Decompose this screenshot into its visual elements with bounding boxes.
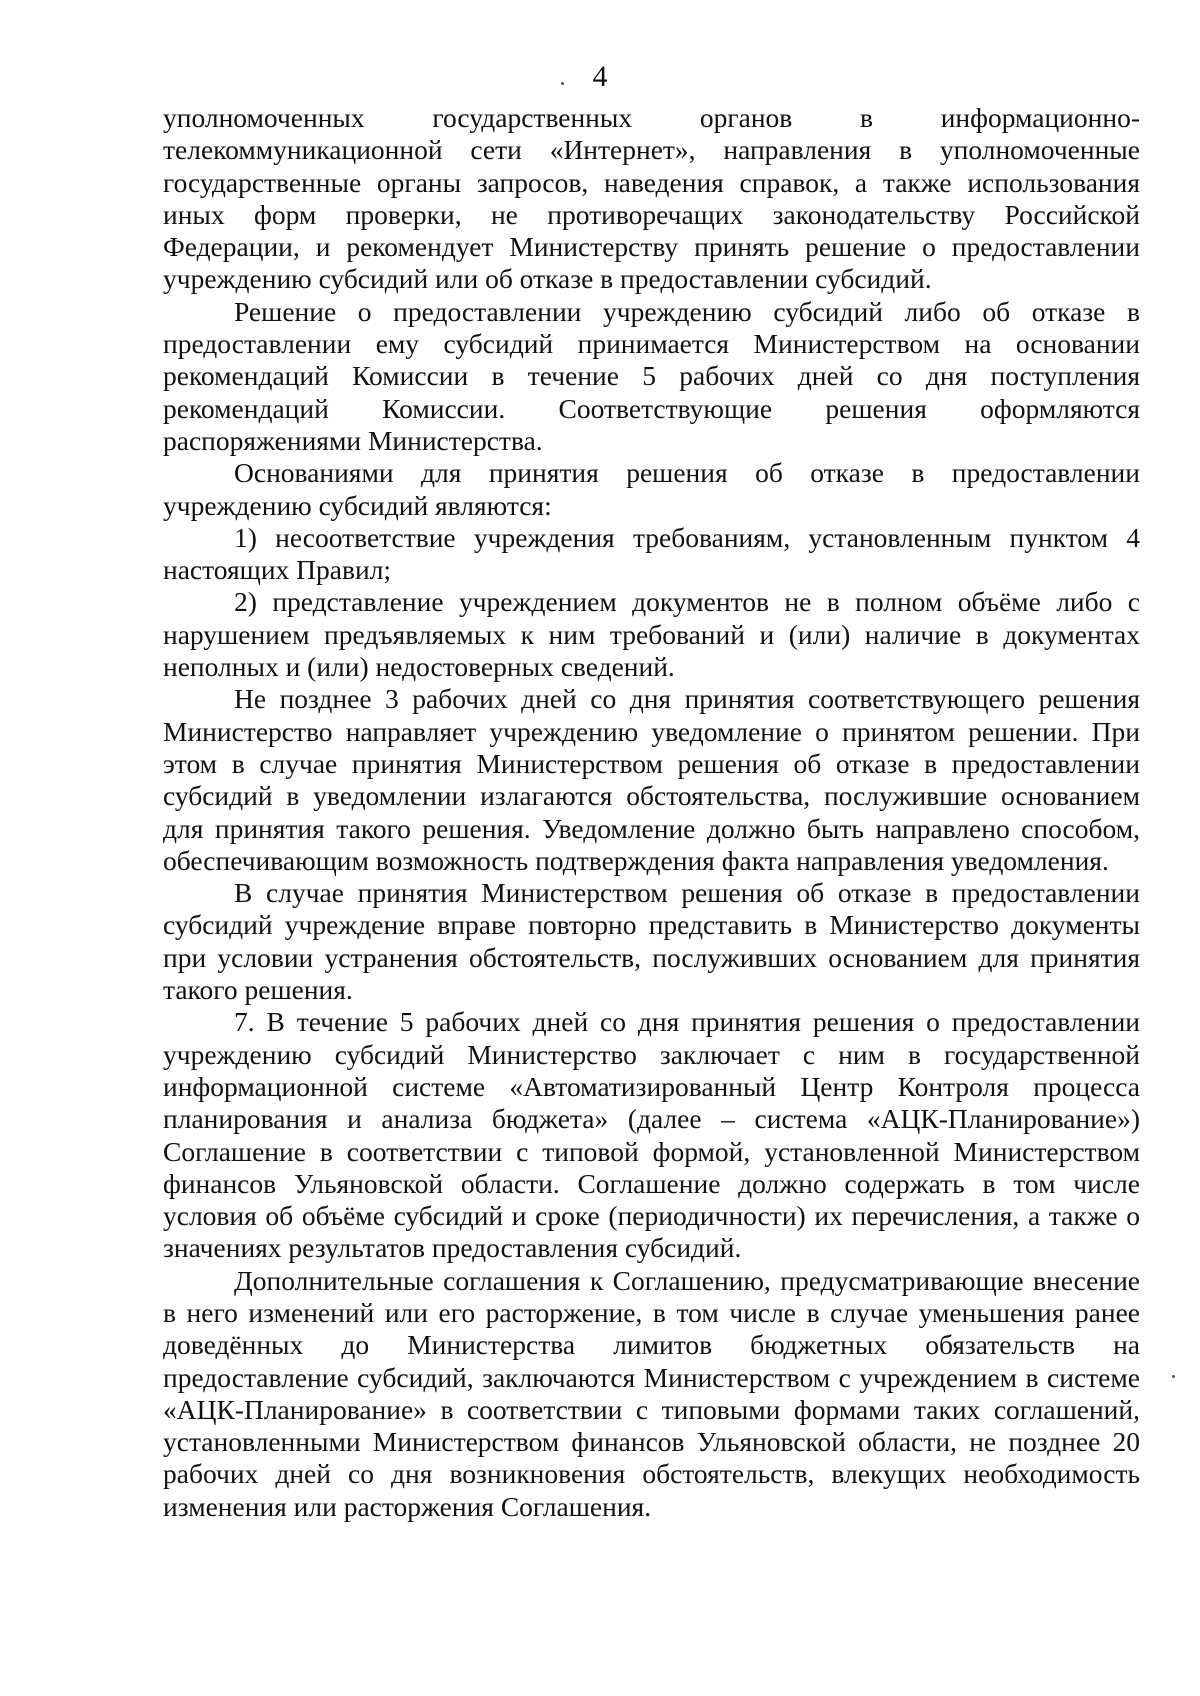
list-item-refusal-ground-2: 2) представление учреждением документов не в полном объёме либо с нарушением предъявляемых к ним требований и (или) наличие в документах неполных и (или) недостоверных сведений. — [163, 586, 1140, 683]
document-body — [163, 102, 1140, 1523]
paragraph-additional-agreements: Дополнительные соглашения к Соглашению, предусматривающие внесение в него изменений или его расторжение, в том числе в случае уменьшения ранее доведённых до Министерства лимитов бюджетных обязательств на предоставление субсидий, заключаются Министерством с учреждением в системе «АЦК-Планирование» в соответствии с типовыми формами таких соглашений, установленными Министерством финансов Ульяновской области, не позднее 20 рабочих дней со дня возникновения обстоятельств, влекущих необходимость изменения или расторжения Соглашения. — [163, 1264, 1140, 1522]
page-number: 4 — [592, 60, 608, 93]
paragraph-clause-7-agreement: 7. В течение 5 рабочих дней со дня принятия решения о предоставлении учреждению субсидий Министерство заключает с ним в государственной информационной системе «Автоматизированный Центр Контроля процесса планирования и анализа бюджета» (далее – система «АЦК-Планирование») Соглашение в соответствии с типовой формой, установленной Министерством финансов Ульяновской области. Соглашение должно содержать в том числе условия об объёме субсидий и сроке (периодичности) их перечисления, а также о значениях результатов предоставления субсидий. — [163, 1006, 1140, 1264]
list-item-refusal-ground-1: 1) несоответствие учреждения требованиям, установленным пунктом 4 настоящих Правил; — [163, 521, 1140, 586]
paragraph-notification: Не позднее 3 рабочих дней со дня принятия соответствующего решения Министерство направляет учреждению уведомление о принятом решении. При этом в случае принятия Министерством решения об отказе в предоставлении субсидий в уведомлении излагаются обстоятельства, послужившие основанием для принятия такого решения. Уведомление должно быть направлено способом, обеспечивающим возможность подтверждения факта направления уведомления. — [163, 683, 1140, 876]
paragraph-continuation: уполномоченных государственных органов в информационно-телекоммуникационной сети «Интернет», направления в уполномоченные государственные органы запросов, наведения справок, а также использования иных форм проверки, не противоречащих законодательству Российской Федерации, и рекомендует Министерству принять решение о предоставлении учреждению субсидий или об отказе в предоставлении субсидий. — [163, 102, 1140, 295]
scan-speck — [561, 82, 564, 85]
paragraph-decision-on-subsidy: Решение о предоставлении учреждению субсидий либо об отказе в предоставлении ему субсидий принимается Министерством на основании рекомендаций Комиссии в течение 5 рабочих дней со дня поступления рекомендаций Комиссии. Соответствующие решения оформляются распоряжениями Министерства. — [163, 295, 1140, 456]
scan-speck — [1172, 1375, 1175, 1378]
paragraph-refusal-grounds-intro: Основаниями для принятия решения об отказе в предоставлении учреждению субсидий являются: — [163, 457, 1140, 521]
paragraph-resubmission: В случае принятия Министерством решения об отказе в предоставлении субсидий учреждение вправе повторно представить в Министерство документы при условии устранения обстоятельств, послуживших основанием для принятия такого решения. — [163, 877, 1140, 1006]
